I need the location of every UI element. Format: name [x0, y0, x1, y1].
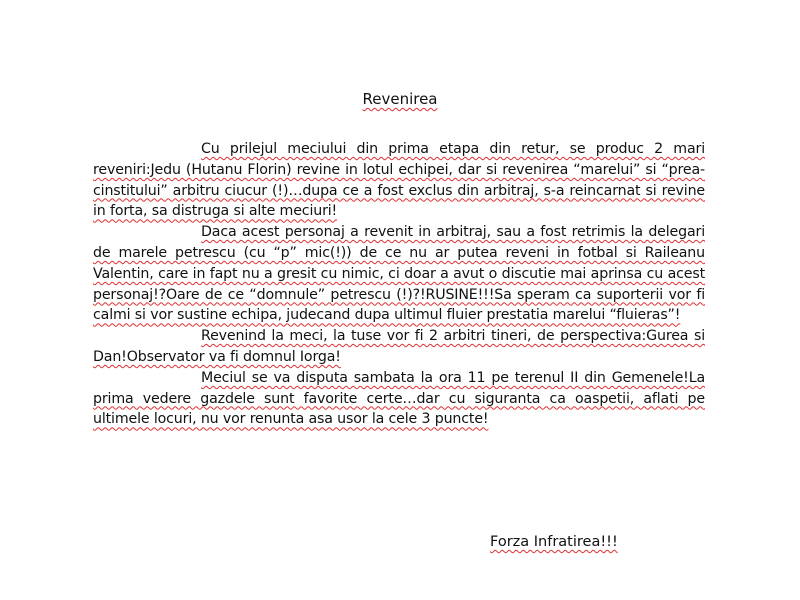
paragraph-2: Daca acest personaj a revenit in arbitraj, sau a fost retrimis la delegari de marele petrescu (cu “p” mic(!)) de ce nu ar putea reveni in fotbal si Raileanu Valentin, care in fapt nu a gresit cu nimic, ci doar a avut o discutie mai aprinsa cu acest personaj!?Oare de ce “domnule” petrescu (!)?!RUSINE!!!Sa speram ca suporterii vor fi calmi si vor sustine echipa, judecand dupa ultimul fluier prestatia marelui “fluieras”! — [93, 224, 705, 324]
paragraph-3: Revenind la meci, la tuse vor fi 2 arbitri tineri, de perspectiva:Gurea si Dan!Observator va fi domnul Iorga! — [93, 328, 705, 365]
paragraph-1: Cu prilejul meciului din prima etapa din retur, se produc 2 mari reveniri:Jedu (Hutanu Florin) revine in lotul echipei, dar si revenirea “marelui” si “prea-cinstitului” arbitru ciucur (!)…dupa ce a fost exclus din arbitraj, s-a reincarnat si revine in forta, sa distruga si alte meciuri! — [93, 141, 705, 220]
document-body — [93, 139, 705, 430]
document-title: Revenirea — [362, 90, 438, 108]
signature: Forza Infratirea!!! — [490, 534, 618, 550]
paragraph-4: Meciul se va disputa sambata la ora 11 pe terenul II din Gemenele!La prima vedere gazdele sunt favorite certe…dar cu siguranta ca oaspetii, aflati pe ultimele locuri, nu vor renunta asa usor la cele 3 puncte! — [93, 369, 705, 428]
